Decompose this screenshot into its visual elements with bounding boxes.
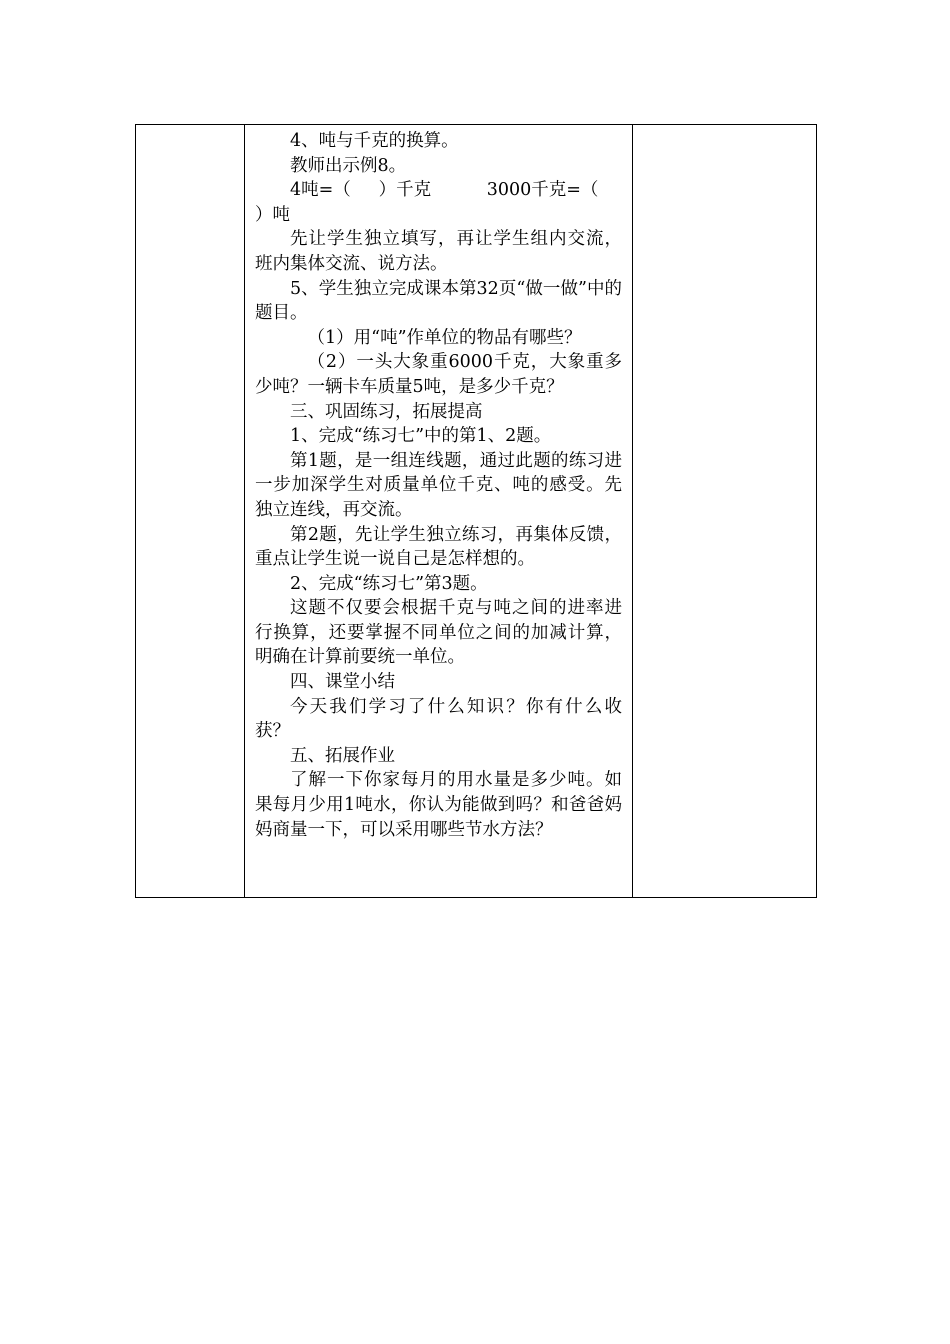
paragraph-summary: 今天我们学习了什么知识？你有什么收获？ xyxy=(255,696,622,742)
table-row xyxy=(136,125,817,898)
paragraph-homework: 了解一下你家每月的用水量是多少吨。如果每月少用1吨水，你认为能做到吗？和爸爸妈妈商量一下，可以采用哪些节水方法？ xyxy=(255,770,622,840)
paragraph-question-2: （2）一头大象重6000千克，大象重多少吨？一辆卡车质量5吨，是多少千克？ xyxy=(255,352,622,397)
paragraph-exercise-1-2: 1、完成“练习七”中的第1、2题。 xyxy=(290,426,552,447)
paragraph-conversion-exercise: 4吨=（ ）千克 3000千克=（ xyxy=(290,180,599,201)
right-cell xyxy=(633,125,817,898)
paragraph-textbook-task: 5、学生独立完成课本第32页“做一做”中的题目。 xyxy=(255,278,622,324)
paragraph-instruction: 先让学生独立填写，再让学生组内交流，班内集体交流、说方法。 xyxy=(255,229,622,274)
paragraph-example: 教师出示例8。 xyxy=(290,155,407,176)
paragraph-conversion-exercise-cont: ）吨 xyxy=(255,204,290,225)
paragraph-exercise-3: 这题不仅要会根据千克与吨之间的进率进行换算，还要掌握不同单位之间的加减计算，明确在计算前要统一单位。 xyxy=(255,598,622,668)
paragraph-question-1: （1）用“吨”作单位的物品有哪些？ xyxy=(307,327,582,348)
lesson-plan-table xyxy=(135,124,817,898)
paragraph-conversion-heading: 4、吨与千克的换算。 xyxy=(290,131,459,151)
paragraph-exercise-1: 第1题，是一组连线题，通过此题的练习进一步加深学生对质量单位千克、吨的感受。先独立连线，再交流。 xyxy=(255,450,622,520)
paragraph-exercise-3-heading: 2、完成“练习七”第3题。 xyxy=(290,573,488,594)
section-heading-summary: 四、课堂小结 xyxy=(290,672,395,693)
section-heading-practice: 三、巩固练习，拓展提高 xyxy=(290,401,483,422)
left-cell xyxy=(136,125,245,898)
section-heading-homework: 五、拓展作业 xyxy=(290,745,395,766)
paragraph-exercise-2: 第2题，先让学生独立练习，再集体反馈，重点让学生说一说自己是怎样想的。 xyxy=(255,524,622,570)
lesson-content xyxy=(245,125,632,842)
content-cell xyxy=(245,125,633,898)
